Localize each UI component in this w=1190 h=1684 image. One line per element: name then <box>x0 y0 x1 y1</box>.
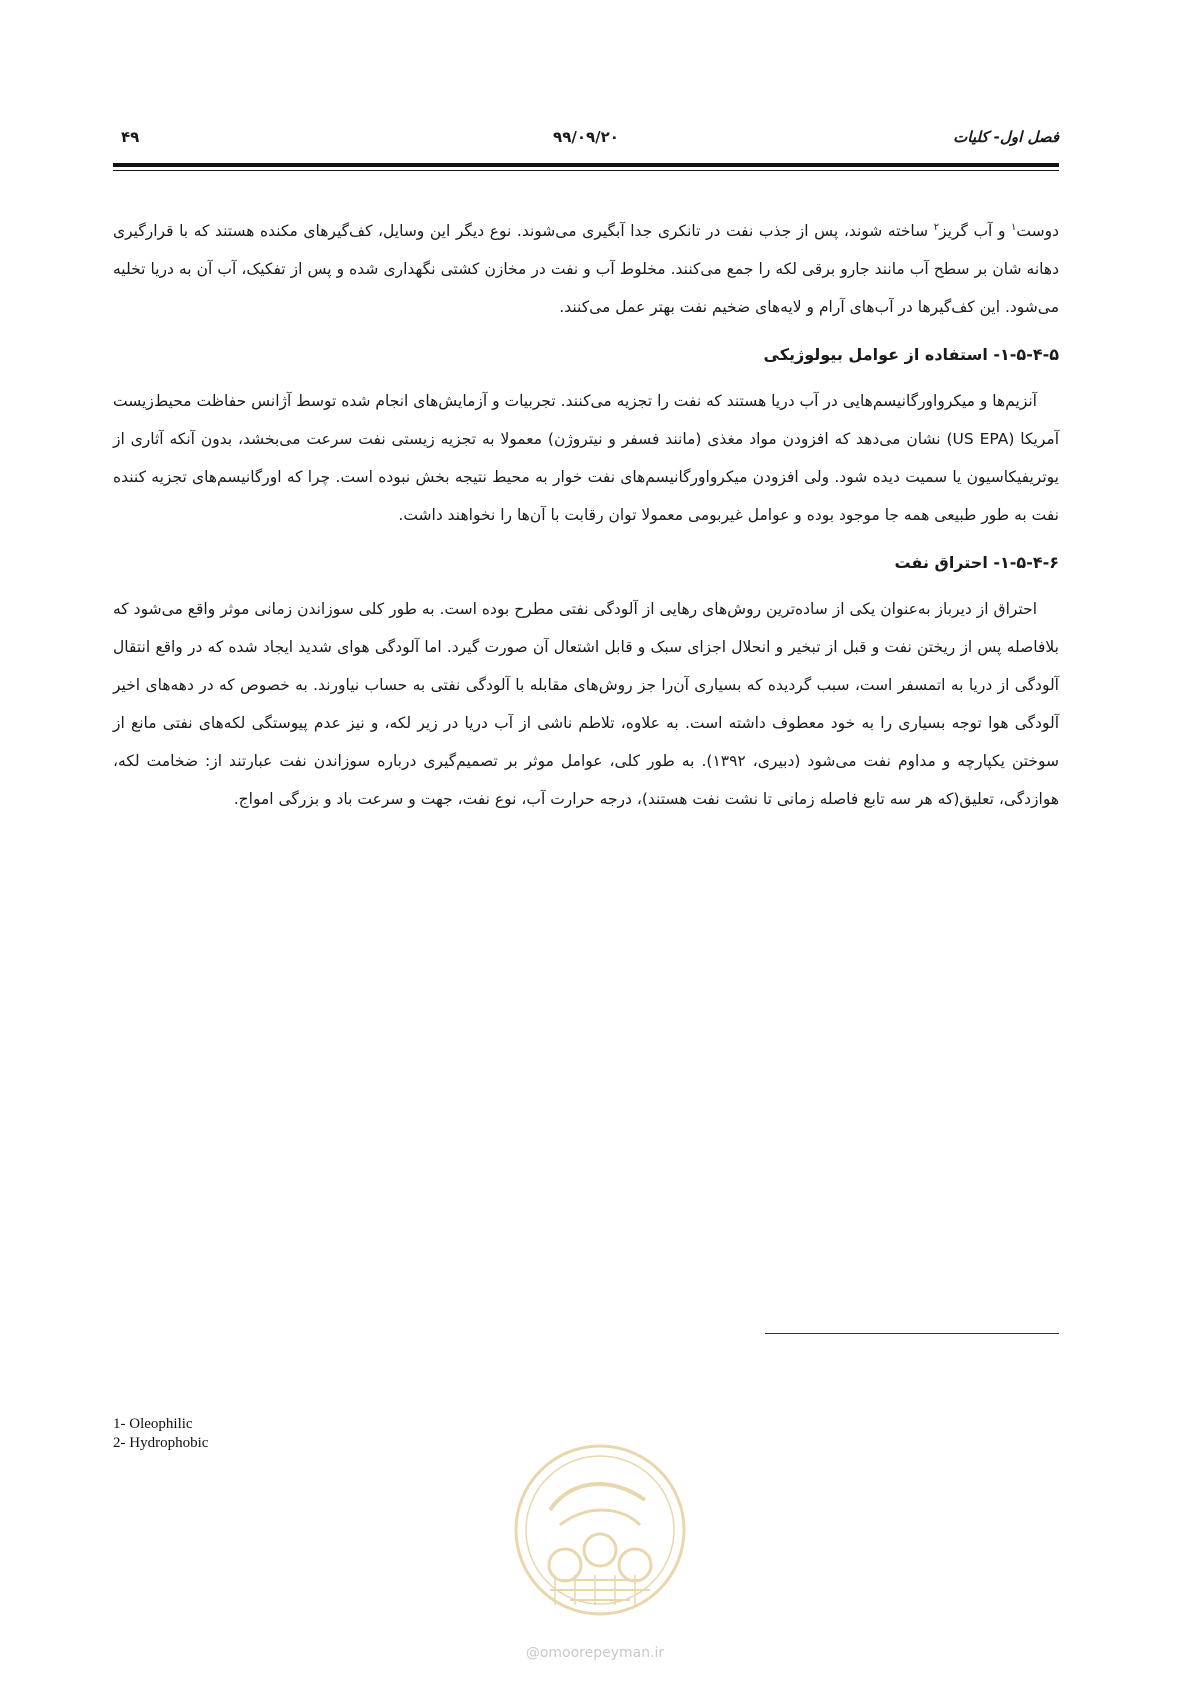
header-date: ۹۹/۰۹/۲۰ <box>553 128 619 146</box>
footnote-separator <box>765 1333 1059 1334</box>
paragraph-skimmers <box>113 212 1059 326</box>
page-header <box>113 128 1059 152</box>
footnote-ref-2[interactable]: ۲ <box>933 221 940 233</box>
para1-text-start: دوست <box>1016 222 1059 240</box>
page-number: ۴۹ <box>121 128 140 146</box>
page-body <box>113 212 1059 818</box>
section-heading-biological: ۱-۵-۴-۵- استفاده از عوامل بیولوژیکی <box>763 345 1059 364</box>
footnote-2: 2- Hydrophobic <box>113 1435 209 1451</box>
footnote-ref-1[interactable]: ۱ <box>1011 221 1017 233</box>
paragraph-combustion: احتراق از دیرباز به‌عنوان یکی از ساده‌ترین روش‌های رهایی از آلودگی نفتی مطرح بوده است. به طور کلی سوزاندن زمانی موثر واقع می‌شود که بلافاصله پس از ریختن نفت و قبل از تبخیر و انحلال اجزای سبک و قابل اشتعال آن صورت گیرد. اما آلودگی هوای شدید ایجاد شده که در واقع انتقال آلودگی از دریا به اتمسفر است، سبب گردیده که بسیاری آن‌را جز روش‌های مقابله با آلودگی نفتی به حساب نیاورند. به خصوص که در دهه‌های اخیر آلودگی هوا توجه بسیاری را به خود معطوف داشته است. به علاوه، تلاطم ناشی از آب دریا در زیر لکه، و نیز عدم پیوستگی لکه‌های نفتی مانع از سوختن یکپارچه و مداوم نفت می‌شود (دبیری، ۱۳۹۲). به طور کلی، عوامل موثر بر تصمیم‌گیری درباره سوزاندن نفت عبارتند از: ضخامت لکه، هوازدگی، تعلیق(که هر سه تابع فاصله زمانی تا نشت نفت هستند)، درجه حرارت آب، نوع نفت، جهت و سرعت باد و بزرگی امواج. <box>113 600 1059 808</box>
footnote-1: 1- Oleophilic <box>113 1416 193 1432</box>
header-rule-thin <box>113 170 1059 171</box>
footnotes <box>113 1415 208 1453</box>
para1-text-end: ساخته شوند، پس از جذب نفت در تانکری جدا آبگیری می‌شوند. نوع دیگر این وسایل، کف‌گیرهای مکنده هستند که با قرارگیری دهانه شان بر سطح آب مانند جارو برقی لکه را جمع می‌کنند. مخلوط آب و نفت در مخازن کشتی نگهداری شده و پس از تفکیک، آب آن به دریا تخلیه می‌شود. این کف‌گیرها در آب‌های آرام و لایه‌های ضخیم نفت بهتر عمل می‌کنند. <box>113 222 1059 316</box>
watermark-url: @omoorepeyman.ir <box>525 1645 665 1661</box>
para1-text-middle: و آب گریز <box>939 222 1012 240</box>
paragraph-biological: آنزیم‌ها و میکرواورگانیسم‌هایی در آب دریا هستند که نفت را تجزیه می‌کنند. تجربیات و آزمایش‌های انجام شده توسط آژانس حفاظت محیط‌زیست آمریکا (US EPA) نشان می‌دهد که افزودن مواد مغذی (مانند فسفر و نیتروژن) معمولا به تجزیه زیستی نفت سرعت می‌بخشد، بدون آنکه آثاری از یوتریفیکاسیون یا سمیت دیده شود. ولی افزودن میکرواورگانیسم‌های نفت خوار به محیط نتیجه بخش نبوده است. چرا که اورگانیسم‌های تجزیه کننده نفت به طور طبیعی همه جا موجود بوده و عوامل غیربومی معمولا توان رقابت با آن‌ها را نخواهند داشت. <box>113 392 1059 524</box>
seal-logo-icon <box>510 1440 690 1620</box>
chapter-title: فصل اول- کلیات <box>953 128 1059 146</box>
section-heading-combustion: ۱-۵-۴-۶- احتراق نفت <box>894 553 1059 572</box>
header-rule-thick <box>113 163 1059 167</box>
